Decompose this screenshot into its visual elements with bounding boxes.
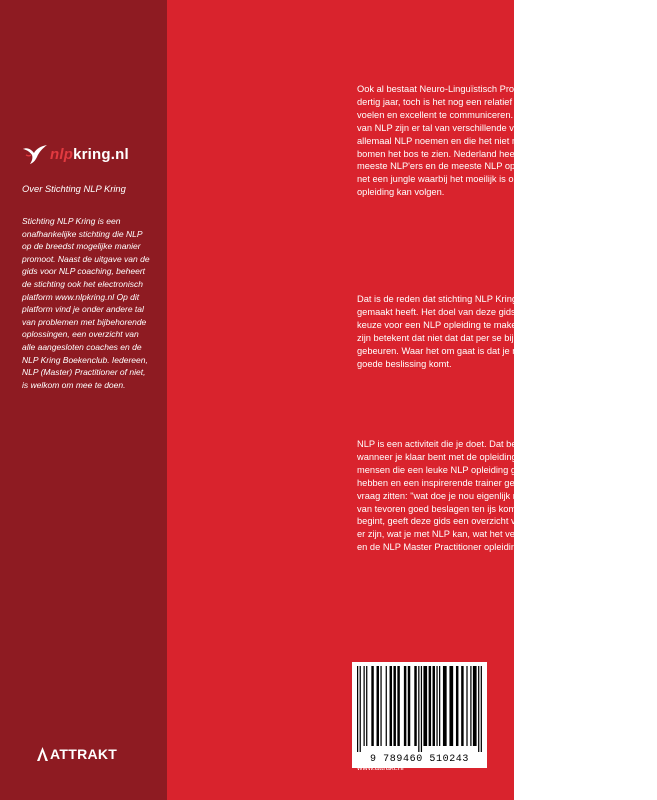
left-panel xyxy=(0,0,167,800)
barcode-bar xyxy=(397,666,399,746)
barcode-bar xyxy=(466,666,467,746)
paragraph-overview: NLP is een activiteit die je doet. Dat betekent dat NLP niet ophoudt wanneer je klaar bent met de opleiding. Toch zie je met regelmaat mensen die een leuke NLP opleiding gevolgd hebben, er veel aan gehad hebben en een inspirerende trainer gehad hadden, maar toch met de vraag zitten: "wat doe je nou eigenlijk met NLP?" Om te zorgen dat je van tevoren goed beslagen ten ijs komt zodat je weet waar je aan begint, geeft deze gids een overzicht van wat NLP is, welke stromingen er zijn, wat je met NLP kan, wat het verschil tussen de NLP Practitioner en de NLP Master Practitioner opleiding is en wat de officiële eisen zijn. xyxy=(357,439,657,553)
barcode-bar xyxy=(366,666,367,746)
barcode-bar xyxy=(393,666,395,746)
logo-kring-text: kring.nl xyxy=(73,145,129,163)
barcode-bar xyxy=(408,666,410,746)
barcode-bar xyxy=(371,666,373,746)
barcode-bar xyxy=(423,666,427,746)
barcode-bar xyxy=(390,666,392,746)
barcode-bars xyxy=(357,666,482,752)
paragraph-intro: Ook al bestaat Neuro-Linguïstisch Programmeren (NLP) al meer dan dertig jaar, toch is het nog een relatief jonge technologie om je goed te voelen en excellent te communiceren. Door de onstuimige ontwikkeling van NLP zijn er tal van verschillende vormen en stromingen die zich allemaal NLP noemen en die het niet makkelijk maken om door de bomen het bos te zien. Nederland heeft, per hoofd van de bevolking, de meeste NLP'ers en de meeste NLP opleidingen. Daardoor lijkt het soms net een jungle waarbij het moeilijk is om te zien waar je het beste je NLP opleiding kan volgen. xyxy=(357,84,656,198)
barcode-bar xyxy=(380,666,381,746)
publisher-logo xyxy=(36,746,117,762)
barcode-bar xyxy=(418,666,419,752)
barcode-bar xyxy=(377,666,379,746)
barcode-bar xyxy=(456,666,458,746)
barcode-bar xyxy=(443,666,447,746)
about-body: Stichting NLP Kring is een onafhankelijke stichting die NLP op de breedst mogelijke manier promoot. Naast de uitgave van de gids voor NLP coaching, beheert de stichting ook het electronisch platform www.nlpkring.nl Op dit platform vind je onder andere tal van problemen met bijbehorende oplossingen, een overzicht van alle aangesloten coaches en de NLP Kring Boekenclub. Iedereen, NLP (Master) Practitioner of niet, is welkom om mee te doen. xyxy=(22,216,150,390)
barcode-bar xyxy=(404,666,406,746)
attrakt-a-icon xyxy=(36,746,49,762)
barcode-bar xyxy=(429,666,431,746)
barcode-bar xyxy=(433,666,435,746)
barcode-bar xyxy=(357,666,358,752)
barcode-bar xyxy=(481,666,482,752)
bird-logo-icon xyxy=(22,143,48,165)
paragraph-purpose: Dat is de reden dat stichting NLP Kring deze gids voor NLP training gemaakt heeft. Het doel van deze gids is je te helpen om een goede keuze voor een NLP opleiding te maken. Gegeven dat er vele varianten zijn betekent dat niet dat dat per se bij een NLP Kring trainer moet gebeuren. Waar het om gaat is dat je met kennis van zaken tot een goede beslissing komt. xyxy=(357,294,652,369)
barcode-bar xyxy=(473,666,477,746)
barcode-bar xyxy=(414,666,416,746)
logo-nlp-text: nlp xyxy=(50,145,74,163)
nlpkring-logo xyxy=(22,143,129,165)
barcode-bar xyxy=(436,666,437,746)
publisher-name: ATTRAKT xyxy=(50,746,118,762)
about-title: Over Stichting NLP Kring xyxy=(22,183,126,194)
barcode-number: 9 789460 510243 xyxy=(369,754,469,765)
barcode-bar xyxy=(360,666,361,752)
barcode-bar xyxy=(449,666,453,746)
barcode-bar xyxy=(461,666,463,746)
barcode-bar xyxy=(478,666,479,752)
barcode-bar xyxy=(421,666,422,752)
barcode-bar xyxy=(470,666,471,746)
barcode-bar xyxy=(439,666,440,746)
isbn-barcode xyxy=(352,662,487,768)
barcode-bar xyxy=(364,666,365,746)
logo-wordmark xyxy=(50,146,129,163)
barcode-bar xyxy=(386,666,387,746)
